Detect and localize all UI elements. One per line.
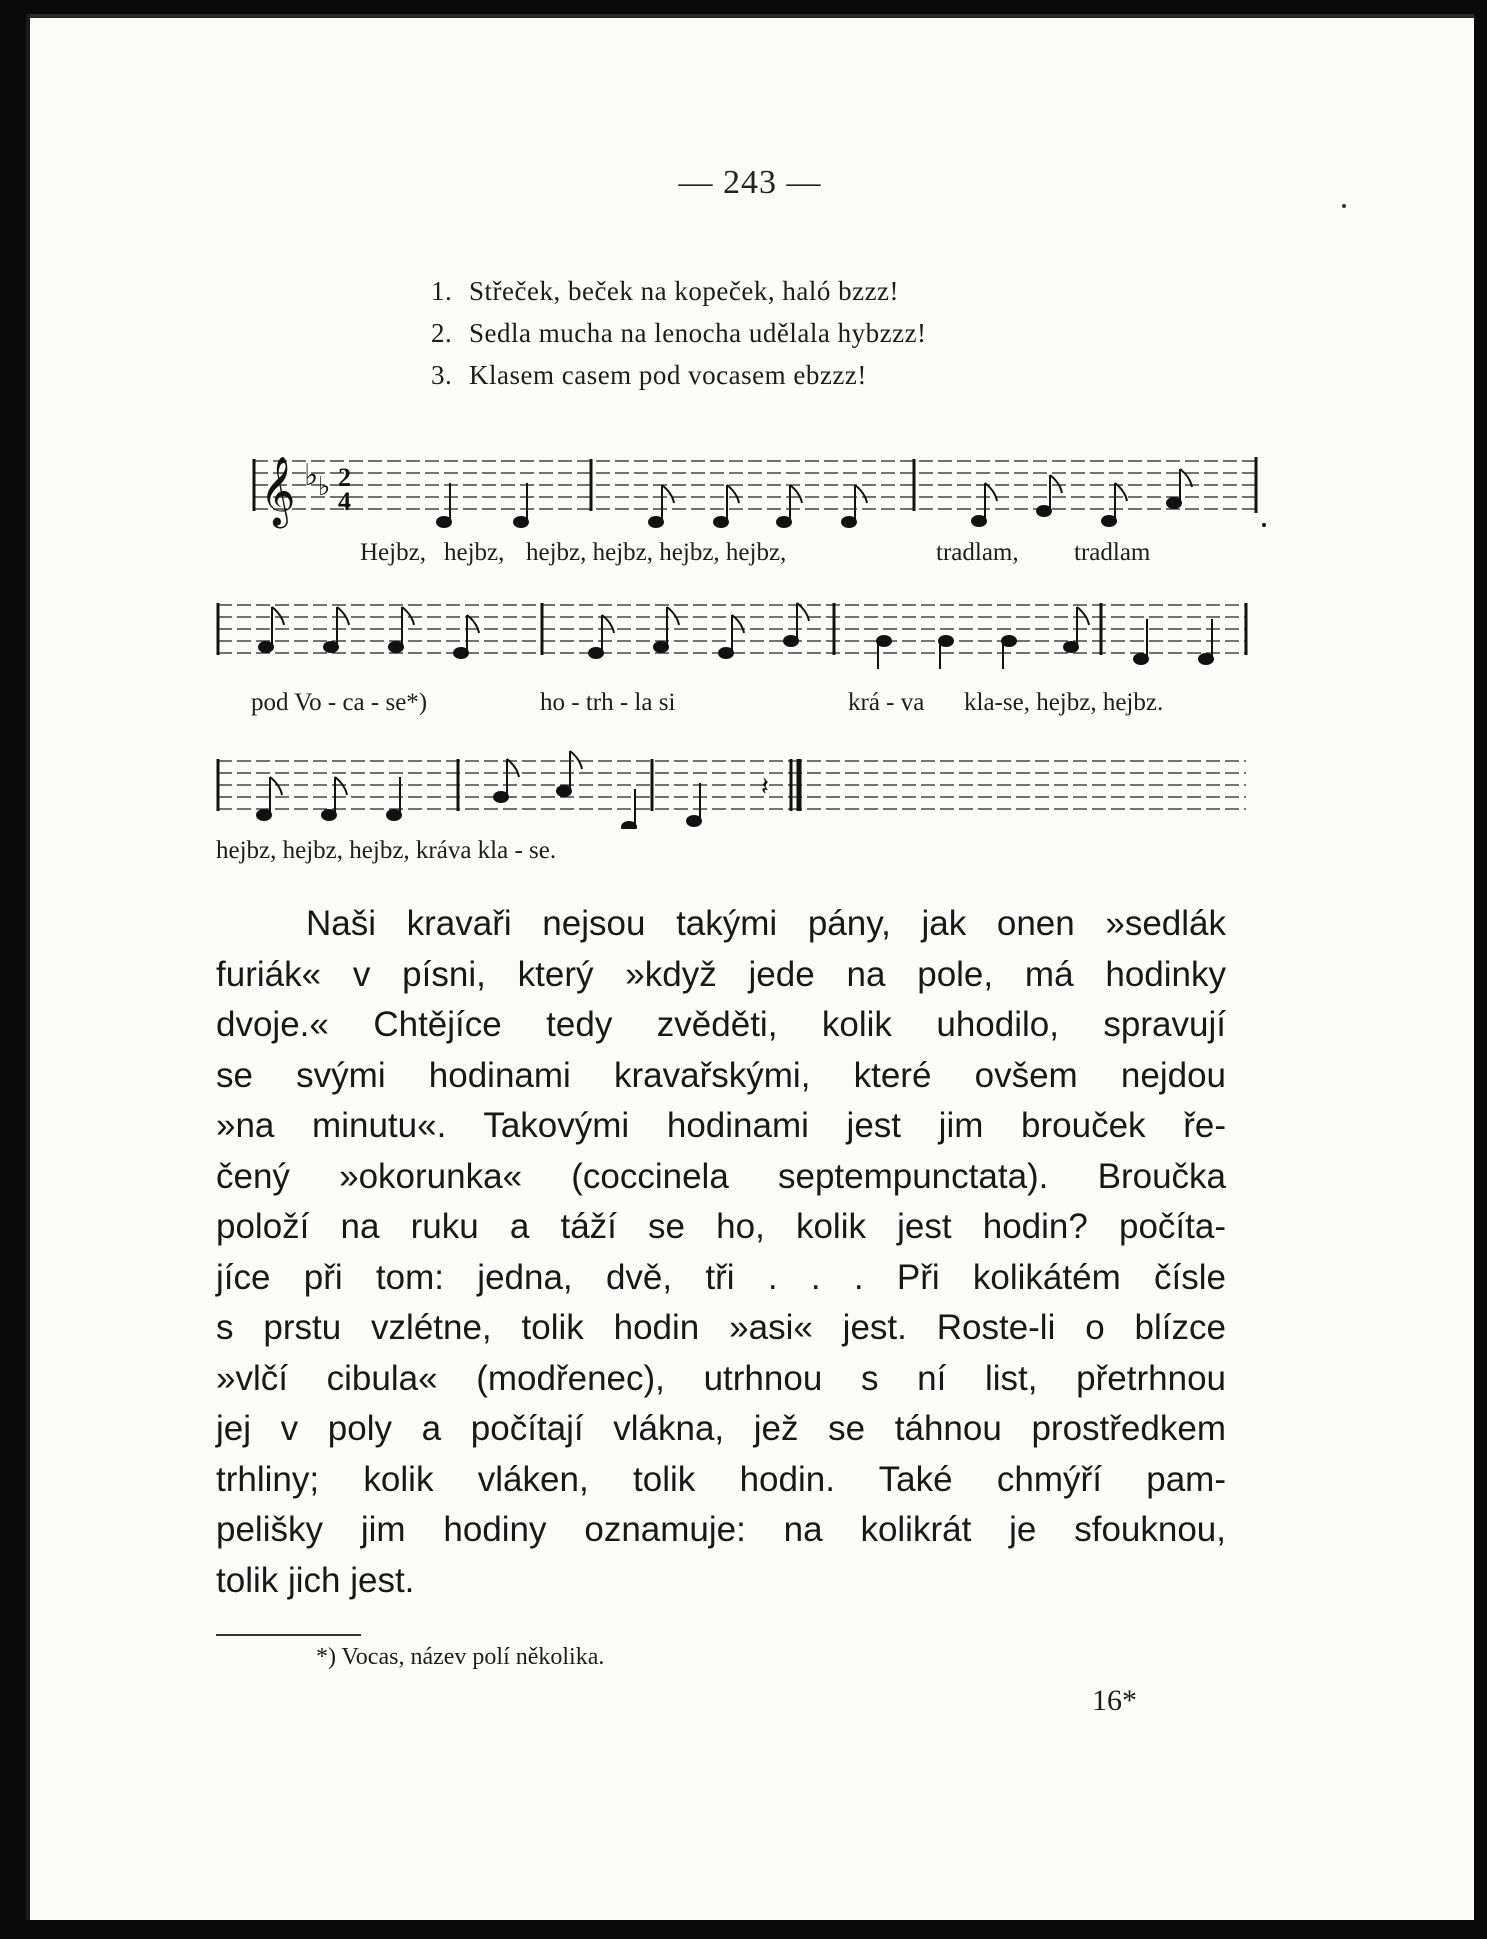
body-line: trhliny; kolik vláken, tolik hodin. Také chmýří pam-	[216, 1459, 1226, 1499]
treble-clef-icon: 𝄞	[260, 456, 296, 526]
lyric-syllable: tradlam,	[936, 539, 1019, 566]
verse-number: 3.	[431, 360, 453, 390]
signature-mark: 16*	[1092, 1684, 1137, 1717]
lyrics-line-3	[26, 837, 1474, 869]
flat-icon: ♭	[304, 459, 319, 492]
lyric-syllable: hejbz, hejbz, hejbz, hejbz,	[526, 539, 787, 566]
music-staff-2	[216, 589, 1276, 674]
body-line: čený »okorunka« (coccinela septempunctata). Broučka	[216, 1156, 1226, 1196]
verse-text: Střeček, beček na kopeček, haló bzzz!	[469, 276, 900, 306]
book-page	[26, 14, 1474, 1920]
lyric-syllable: tradlam	[1074, 539, 1151, 566]
body-text	[216, 899, 1226, 1606]
lyric-syllable: Hejbz,	[360, 539, 426, 566]
verse-text: Klasem casem pod vocasem ebzzz!	[469, 360, 867, 390]
body-line: pelišky jim hodiny oznamuje: na kolikrát je sfouknou,	[216, 1510, 1226, 1549]
body-line: dvoje.« Chtějíce tedy zvěděti, kolik uhodilo, spravují	[216, 1005, 1226, 1044]
body-line: jej v poly a počítají vlákna, jež se táhnou prostředkem	[216, 1409, 1226, 1448]
body-line: tolik jich jest.	[216, 1560, 415, 1600]
body-line: jíce při tom: jedna, dvě, tři . . . Při kolikátém čísle	[216, 1257, 1226, 1297]
page-number: — 243 —	[678, 164, 822, 201]
lyrics-line-1	[26, 539, 1474, 571]
footnote-rule	[216, 1634, 361, 1636]
page-edge-shadow	[26, 14, 30, 1920]
verse-line	[431, 318, 927, 349]
body-line: položí na ruku a táží se ho, kolik jest hodin? počíta-	[216, 1207, 1226, 1246]
body-line: furiák« v písni, který »když jede na pole, má hodinky	[216, 954, 1226, 994]
time-signature-top: 2	[338, 463, 351, 492]
flat-icon: ♭	[318, 472, 331, 501]
music-staff-1	[216, 439, 1276, 539]
lyric-syllable: hejbz,	[444, 539, 505, 566]
print-speck	[1342, 204, 1346, 208]
time-signature-bottom: 4	[338, 487, 351, 516]
verse-line	[431, 276, 899, 307]
rest-icon: 𝄽	[761, 772, 769, 801]
page-edge-shadow	[26, 14, 1474, 18]
footnote: *) Vocas, název polí několika.	[316, 1644, 605, 1670]
verse-text: Sedla mucha na lenocha udělala hybzzz!	[469, 318, 927, 348]
music-staff-3	[216, 739, 1276, 829]
body-line: »vlčí cibula« (modřenec), utrhnou s ní list, přetrhnou	[216, 1358, 1226, 1398]
lyric-syllable: ho - trh - la si	[540, 689, 676, 716]
verse-number: 2.	[431, 318, 453, 348]
lyrics-line-2	[26, 689, 1474, 721]
lyric-syllable: pod Vo - ca - se*)	[251, 689, 428, 716]
body-line: Naši kravaři nejsou takými pány, jak onen »sedlák	[306, 904, 1226, 943]
body-line: se svými hodinami kravařskými, které ovšem nejdou	[216, 1055, 1226, 1095]
verse-line	[431, 360, 867, 391]
lyric-syllable: kla-se, hejbz, hejbz.	[964, 689, 1164, 716]
lyric-syllable: krá - va	[848, 689, 925, 716]
lyric-syllable: hejbz, hejbz, hejbz, kráva kla - se.	[216, 837, 557, 864]
body-line: s prstu vzlétne, tolik hodin »asi« jest. Roste-li o blízce	[216, 1308, 1226, 1347]
body-line: »na minutu«. Takovými hodinami jest jim brouček ře-	[216, 1106, 1226, 1145]
verse-number: 1.	[431, 276, 453, 306]
